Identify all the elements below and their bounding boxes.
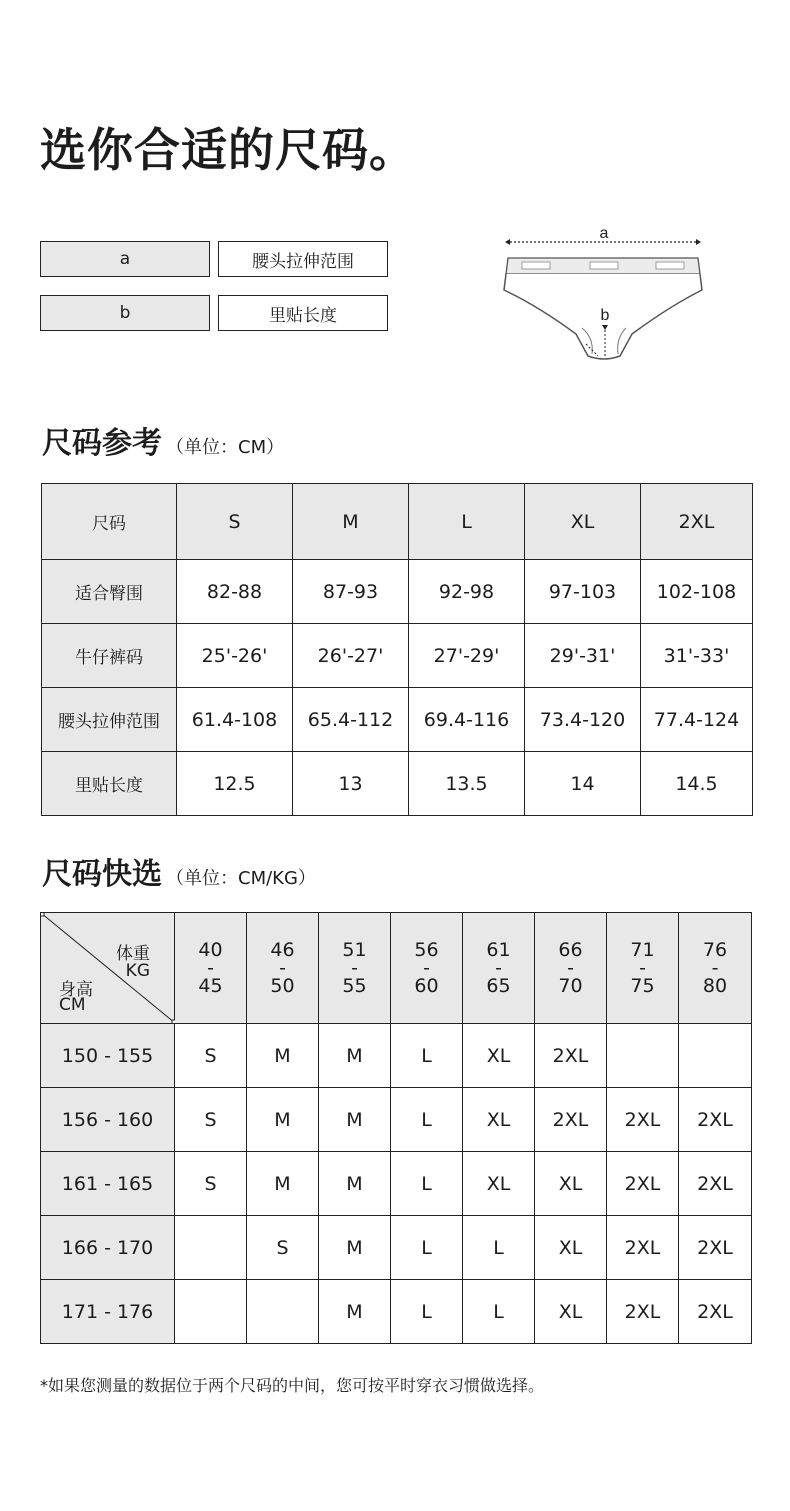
footnote: *如果您测量的数据位于两个尺码的中间，您可按平时穿衣习惯做选择。 bbox=[40, 1376, 545, 1395]
size-quick-select-table bbox=[40, 912, 752, 1344]
table-cell: S bbox=[175, 1088, 247, 1152]
table-cell: M bbox=[319, 1216, 391, 1280]
table-cell: 2XL bbox=[607, 1152, 679, 1216]
table-cell: 65.4-112 bbox=[293, 688, 409, 752]
corner-weight-label: 体重 bbox=[116, 944, 150, 964]
height-row-label: 150 - 155 bbox=[41, 1024, 175, 1088]
legend-label-b: 里贴长度 bbox=[218, 295, 388, 331]
table-cell: M bbox=[319, 1152, 391, 1216]
weight-header-cell bbox=[247, 913, 319, 1024]
weight-hi: 60 bbox=[414, 975, 439, 997]
table-cell: 12.5 bbox=[177, 752, 293, 816]
table-cell: XL bbox=[463, 1088, 535, 1152]
table-cell: XL bbox=[535, 1280, 607, 1344]
size-header-cell: S bbox=[177, 484, 293, 560]
table-cell: L bbox=[463, 1280, 535, 1344]
table-cell: M bbox=[247, 1152, 319, 1216]
weight-hi: 45 bbox=[198, 975, 223, 997]
weight-lo: 40 bbox=[198, 939, 223, 961]
row-label: 牛仔裤码 bbox=[42, 624, 177, 688]
table-cell: M bbox=[247, 1088, 319, 1152]
table-row bbox=[42, 624, 753, 688]
table-cell: XL bbox=[535, 1152, 607, 1216]
weight-dash: - bbox=[423, 957, 430, 979]
table-header-row bbox=[42, 484, 753, 560]
weight-dash: - bbox=[567, 957, 574, 979]
table-cell: 14 bbox=[525, 752, 641, 816]
weight-hi: 65 bbox=[486, 975, 511, 997]
table-cell: 2XL bbox=[607, 1216, 679, 1280]
table-cell: 31'-33' bbox=[641, 624, 753, 688]
quick-section-title bbox=[42, 855, 316, 899]
table-cell: L bbox=[391, 1152, 463, 1216]
weight-dash: - bbox=[495, 957, 502, 979]
weight-header-cell bbox=[391, 913, 463, 1024]
height-row-label: 171 - 176 bbox=[41, 1280, 175, 1344]
table-cell: 2XL bbox=[679, 1216, 752, 1280]
table-cell: 2XL bbox=[679, 1088, 752, 1152]
table-cell: 97-103 bbox=[525, 560, 641, 624]
table-cell: 2XL bbox=[535, 1024, 607, 1088]
table-cell: 77.4-124 bbox=[641, 688, 753, 752]
table-cell: 73.4-120 bbox=[525, 688, 641, 752]
table-cell: 87-93 bbox=[293, 560, 409, 624]
weight-lo: 66 bbox=[558, 939, 583, 961]
weight-header-cell bbox=[319, 913, 391, 1024]
table-cell bbox=[247, 1280, 319, 1344]
table-cell: L bbox=[391, 1024, 463, 1088]
weight-dash: - bbox=[351, 957, 358, 979]
row-label: 里贴长度 bbox=[42, 752, 177, 816]
table-cell: L bbox=[391, 1216, 463, 1280]
table-cell: 13 bbox=[293, 752, 409, 816]
corner-height-unit: CM bbox=[59, 995, 86, 1015]
weight-hi: 75 bbox=[630, 975, 655, 997]
weight-header-cell bbox=[175, 913, 247, 1024]
weight-dash: - bbox=[279, 957, 286, 979]
weight-lo: 61 bbox=[486, 939, 511, 961]
corner-height-label: 身高 bbox=[59, 980, 93, 1000]
table-cell: 14.5 bbox=[641, 752, 753, 816]
table-row bbox=[42, 752, 753, 816]
height-row-label: 156 - 160 bbox=[41, 1088, 175, 1152]
weight-hi: 80 bbox=[702, 975, 728, 997]
table-cell: XL bbox=[535, 1216, 607, 1280]
reference-unit: （单位：CM） bbox=[166, 437, 285, 458]
table-row bbox=[42, 560, 753, 624]
weight-header-cell bbox=[679, 913, 752, 1024]
table-cell: 61.4-108 bbox=[177, 688, 293, 752]
table-cell bbox=[175, 1280, 247, 1344]
table-row bbox=[41, 1216, 752, 1280]
size-reference-table bbox=[41, 483, 753, 816]
reference-section-title bbox=[42, 424, 284, 468]
diagram-label-a: a bbox=[599, 225, 609, 242]
table-cell: 13.5 bbox=[409, 752, 525, 816]
weight-lo: 56 bbox=[414, 939, 439, 961]
table-cell: M bbox=[319, 1024, 391, 1088]
table-cell: L bbox=[391, 1280, 463, 1344]
quick-title: 尺码快选 bbox=[42, 857, 162, 892]
table-row bbox=[41, 1280, 752, 1344]
table-cell: 25'-26' bbox=[177, 624, 293, 688]
table-cell: S bbox=[175, 1024, 247, 1088]
quick-unit: （单位：CM/KG） bbox=[166, 868, 316, 889]
table-cell: 102-108 bbox=[641, 560, 753, 624]
table-cell: 82-88 bbox=[177, 560, 293, 624]
underwear-diagram bbox=[498, 222, 723, 372]
weight-dash: - bbox=[207, 957, 214, 979]
height-row-label: 161 - 165 bbox=[41, 1152, 175, 1216]
diagram-label-b: b bbox=[600, 307, 610, 324]
table-cell: XL bbox=[463, 1152, 535, 1216]
corner-cell bbox=[41, 913, 175, 1024]
size-header-cell: XL bbox=[525, 484, 641, 560]
table-cell: 2XL bbox=[607, 1088, 679, 1152]
weight-lo: 71 bbox=[630, 939, 655, 961]
weight-lo: 46 bbox=[270, 939, 295, 961]
table-cell: M bbox=[319, 1088, 391, 1152]
weight-dash: - bbox=[639, 957, 646, 979]
table-cell: L bbox=[391, 1088, 463, 1152]
weight-lo: 76 bbox=[702, 939, 728, 961]
table-cell: 26'-27' bbox=[293, 624, 409, 688]
weight-header-cell bbox=[535, 913, 607, 1024]
table-cell: 2XL bbox=[679, 1152, 752, 1216]
table-row bbox=[41, 1152, 752, 1216]
weight-header-cell bbox=[607, 913, 679, 1024]
table-cell: 2XL bbox=[607, 1280, 679, 1344]
table-cell: 2XL bbox=[679, 1280, 752, 1344]
size-header-cell: M bbox=[293, 484, 409, 560]
table-cell: 92-98 bbox=[409, 560, 525, 624]
table-cell: XL bbox=[463, 1024, 535, 1088]
row-label: 腰头拉伸范围 bbox=[42, 688, 177, 752]
weight-hi: 70 bbox=[558, 975, 583, 997]
weight-lo: 51 bbox=[342, 939, 367, 961]
page-title: 选你合适的尺码。 bbox=[40, 123, 416, 177]
table-cell bbox=[607, 1024, 679, 1088]
table-cell: S bbox=[247, 1216, 319, 1280]
weight-hi: 50 bbox=[270, 975, 295, 997]
table-row bbox=[42, 688, 753, 752]
table-header-row bbox=[41, 913, 752, 1024]
table-cell: M bbox=[319, 1280, 391, 1344]
size-header-cell: 2XL bbox=[641, 484, 753, 560]
size-header-cell: L bbox=[409, 484, 525, 560]
table-cell: 29'-31' bbox=[525, 624, 641, 688]
table-cell: L bbox=[463, 1216, 535, 1280]
legend-key-a: a bbox=[40, 241, 210, 277]
legend-label-a: 腰头拉伸范围 bbox=[218, 241, 388, 277]
table-cell: 69.4-116 bbox=[409, 688, 525, 752]
table-cell bbox=[679, 1024, 752, 1088]
table-cell: S bbox=[175, 1152, 247, 1216]
table-row bbox=[41, 1024, 752, 1088]
table-cell: 27'-29' bbox=[409, 624, 525, 688]
table-cell bbox=[175, 1216, 247, 1280]
reference-title: 尺码参考 bbox=[42, 426, 162, 461]
table-row bbox=[41, 1088, 752, 1152]
height-row-label: 166 - 170 bbox=[41, 1216, 175, 1280]
legend-key-b: b bbox=[40, 295, 210, 331]
weight-header-cell bbox=[463, 913, 535, 1024]
table-cell: M bbox=[247, 1024, 319, 1088]
row-label: 适合臀围 bbox=[42, 560, 177, 624]
weight-dash: - bbox=[711, 957, 719, 979]
weight-hi: 55 bbox=[342, 975, 367, 997]
corner-weight-unit: KG bbox=[125, 961, 150, 981]
header-cell: 尺码 bbox=[42, 484, 177, 560]
table-cell: 2XL bbox=[535, 1088, 607, 1152]
